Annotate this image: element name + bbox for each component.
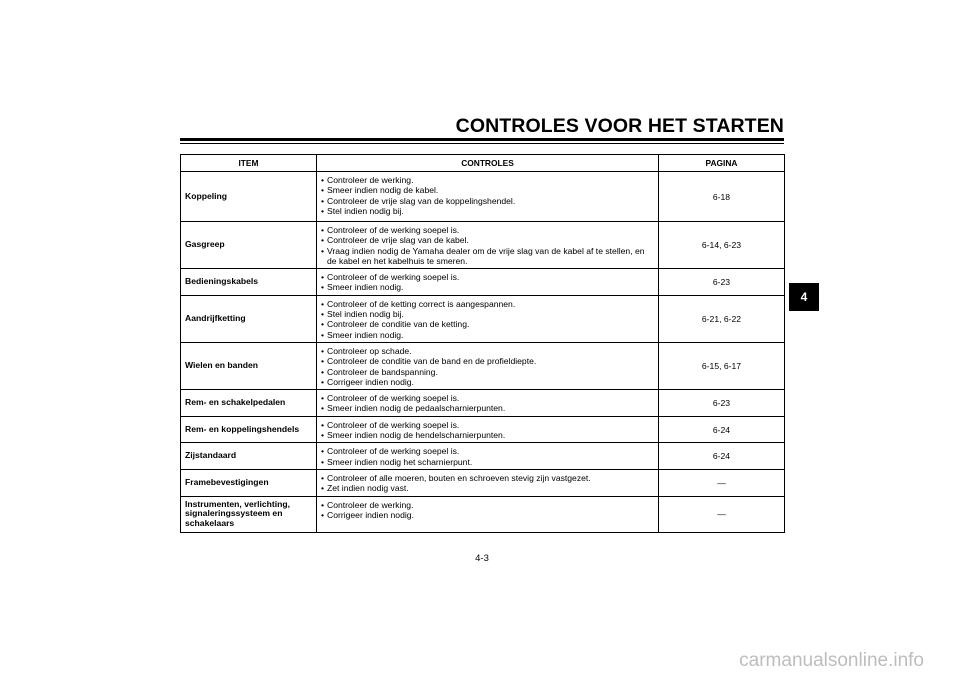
chapter-tab: 4	[789, 283, 819, 311]
checks-list	[321, 225, 654, 266]
item-name: Koppeling	[181, 172, 317, 222]
table-row	[181, 342, 785, 389]
check-item: • Smeer indien nodig de pedaalscharnierpunten.	[321, 403, 654, 413]
check-item: • Controleer of de werking soepel is.	[321, 272, 654, 282]
item-name: Wielen en banden	[181, 342, 317, 389]
check-item: • Smeer indien nodig.	[321, 330, 654, 340]
table-header-row	[181, 155, 785, 172]
page-reference: 6-24	[659, 443, 785, 470]
check-item: • Controleer de conditie van de ketting.	[321, 319, 654, 329]
title-rule-thin	[180, 143, 784, 144]
check-item: • Controleer of alle moeren, bouten en schroeven stevig zijn vastgezet.	[321, 473, 654, 483]
checks-cell	[317, 222, 659, 269]
checks-cell	[317, 390, 659, 417]
check-item: • Corrigeer indien nodig.	[321, 510, 654, 520]
checks-list	[321, 272, 654, 293]
column-header-page: PAGINA	[659, 155, 785, 172]
check-item: • Stel indien nodig bij.	[321, 309, 654, 319]
page-reference: 6-23	[659, 390, 785, 417]
check-item: • Controleer of de werking soepel is.	[321, 446, 654, 456]
table-row	[181, 416, 785, 443]
table-row	[181, 390, 785, 417]
check-item: • Controleer of de werking soepel is.	[321, 393, 654, 403]
checks-list	[321, 420, 654, 441]
check-item: • Controleer de conditie van de band en de profieldiepte.	[321, 356, 654, 366]
checks-cell	[317, 416, 659, 443]
table-row	[181, 222, 785, 269]
check-item: • Controleer de vrije slag van de koppelingshendel.	[321, 196, 654, 206]
check-item: • Stel indien nodig bij.	[321, 206, 654, 216]
check-item: • Smeer indien nodig de hendelscharnierpunten.	[321, 430, 654, 440]
page-reference: 6-15, 6-17	[659, 342, 785, 389]
item-name: Rem- en koppelingshendels	[181, 416, 317, 443]
title-rule-thick	[180, 138, 784, 141]
item-name: Framebevestigingen	[181, 469, 317, 496]
column-header-checks: CONTROLES	[317, 155, 659, 172]
table-row	[181, 469, 785, 496]
check-item: • Controleer of de werking soepel is.	[321, 420, 654, 430]
check-item: • Vraag indien nodig de Yamaha dealer om de vrije slag van de kabel af te stellen, en de kabel en het kabelhuis te smeren.	[321, 246, 654, 267]
checks-list	[321, 473, 654, 494]
item-name: Rem- en schakelpedalen	[181, 390, 317, 417]
table-body	[181, 172, 785, 533]
check-item: • Smeer indien nodig het scharnierpunt.	[321, 457, 654, 467]
checks-list	[321, 299, 654, 340]
page-reference: —	[659, 469, 785, 496]
item-name: Gasgreep	[181, 222, 317, 269]
check-item: • Smeer indien nodig de kabel.	[321, 185, 654, 195]
checks-list	[321, 346, 654, 387]
checks-cell	[317, 443, 659, 470]
item-name: Zijstandaard	[181, 443, 317, 470]
checks-cell	[317, 269, 659, 296]
page-reference: 6-24	[659, 416, 785, 443]
page-reference: 6-21, 6-22	[659, 295, 785, 342]
table-row	[181, 496, 785, 532]
page-number: 4-3	[475, 553, 489, 564]
table-row	[181, 295, 785, 342]
page-reference: 6-23	[659, 269, 785, 296]
item-name: Bedieningskabels	[181, 269, 317, 296]
item-name: Instrumenten, verlichting, signaleringssysteem en schakelaars	[181, 496, 317, 532]
column-header-item: ITEM	[181, 155, 317, 172]
check-item: • Controleer op schade.	[321, 346, 654, 356]
checks-cell	[317, 295, 659, 342]
page-reference: —	[659, 496, 785, 532]
checks-cell	[317, 496, 659, 532]
check-item: • Corrigeer indien nodig.	[321, 377, 654, 387]
check-item: • Controleer de vrije slag van de kabel.	[321, 235, 654, 245]
checks-list	[321, 500, 654, 521]
checks-list	[321, 393, 654, 414]
check-item: • Controleer de werking.	[321, 500, 654, 510]
check-item: • Controleer de bandspanning.	[321, 367, 654, 377]
checks-cell	[317, 469, 659, 496]
checks-list	[321, 175, 654, 216]
checks-cell	[317, 172, 659, 222]
table-row	[181, 172, 785, 222]
pre-operation-checks-table	[180, 154, 785, 533]
check-item: • Smeer indien nodig.	[321, 282, 654, 292]
checks-cell	[317, 342, 659, 389]
watermark: carmanualsonline.info	[739, 650, 924, 671]
check-item: • Controleer of de werking soepel is.	[321, 225, 654, 235]
check-item: • Zet indien nodig vast.	[321, 483, 654, 493]
checks-list	[321, 446, 654, 467]
page-title: CONTROLES VOOR HET STARTEN	[455, 115, 784, 137]
table-row	[181, 269, 785, 296]
page-reference: 6-14, 6-23	[659, 222, 785, 269]
item-name: Aandrijfketting	[181, 295, 317, 342]
table-row	[181, 443, 785, 470]
check-item: • Controleer de werking.	[321, 175, 654, 185]
check-item: • Controleer of de ketting correct is aangespannen.	[321, 299, 654, 309]
page-reference: 6-18	[659, 172, 785, 222]
